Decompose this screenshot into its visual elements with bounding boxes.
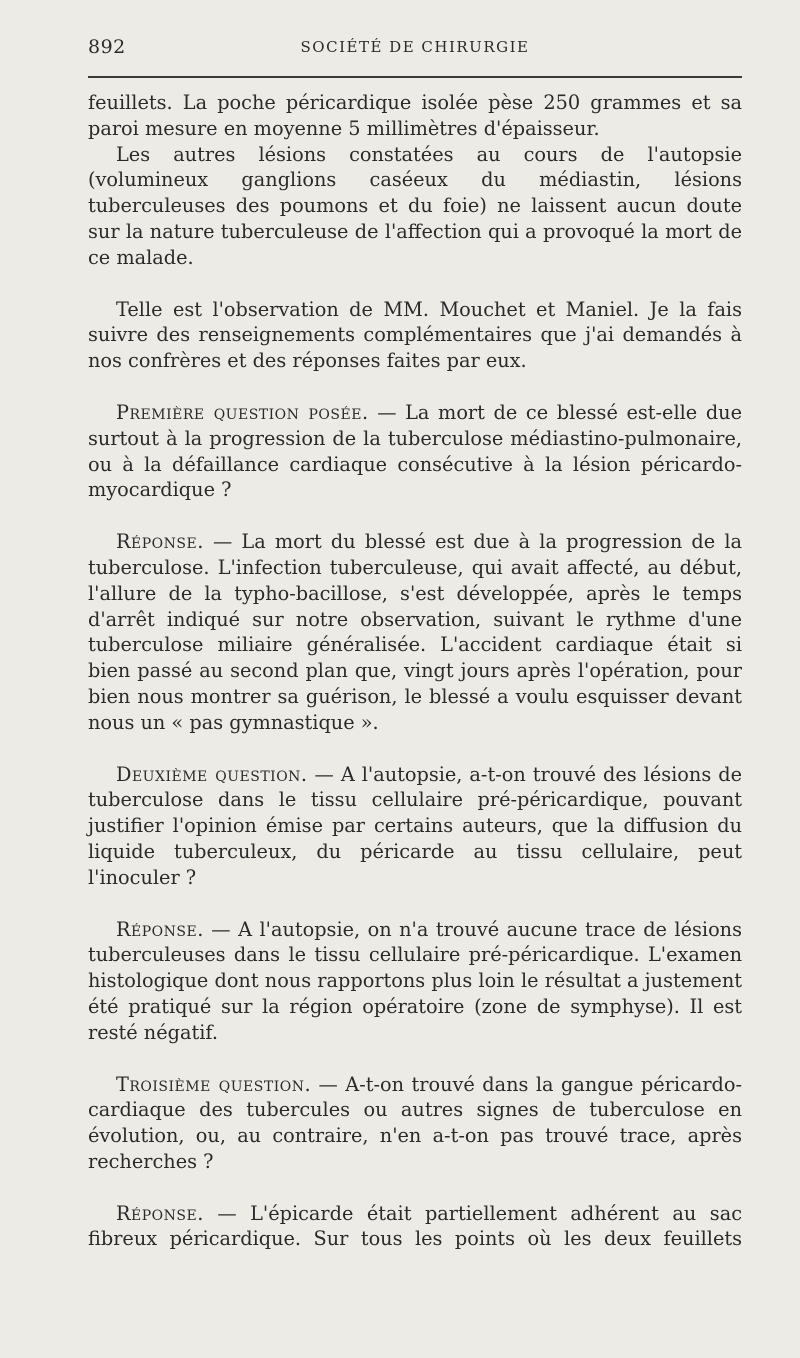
question-3-text: — A-t-on trouvé dans la gangue péricardo-cardiaque des tubercules ou autres signes de tuberculose en évolution, ou, au contraire, n'en a-t-on pas trouvé trace, après recherches ? [88, 1072, 743, 1173]
question-2-lead: Deuxième question. [116, 762, 308, 786]
paragraph-2 [88, 142, 742, 271]
paragraph-3 [88, 297, 742, 374]
header-rule [88, 76, 742, 78]
running-head: SOCIÉTÉ DE CHIRURGIE [300, 38, 530, 56]
page-body [88, 90, 742, 1252]
answer-2 [88, 917, 742, 1046]
paragraph-1-text: feuillets. La poche péricardique isolée pèse 250 grammes et sa paroi mesure en moyenne 5 millimètres d'épaisseur. [88, 91, 742, 140]
page-header [88, 34, 742, 64]
answer-2-lead: Réponse. [116, 917, 204, 941]
question-2-text: — A l'autopsie, a-t-on trouvé des lésions de tuberculose dans le tissu cellulaire pré-péricardique, pouvant justifier l'opinion émise par certains auteurs, que la diffusion du liquide tuberculeux, du péricarde au tissu cellulaire, peut l'inoculer ? [88, 762, 742, 889]
paragraph-1 [88, 90, 742, 142]
answer-3-text: — L'épicarde était partiellement adhérent au sac fibreux péricardique. Sur tous les points où les deux feuillets [88, 1201, 742, 1251]
paragraph-2-text: Les autres lésions constatées au cours de l'autopsie (volumineux ganglions caséeux du médiastin, lésions tuberculeuses des poumons et du foie) ne laissent aucun doute sur la nature tuberculeuse de l'affection qui a provoqué la mort de ce malade. [88, 142, 742, 269]
answer-3 [88, 1201, 742, 1253]
question-1-text: — La mort de ce blessé est-elle due surtout à la progression de la tuberculose médiastino-pulmonaire, ou à la défaillance cardiaque consécutive à la lésion péricardo-myocardique ? [88, 400, 742, 502]
answer-1 [88, 529, 742, 735]
answer-1-text: — La mort du blessé est due à la progression de la tuberculose. L'infection tuberculeuse, qui avait affecté, au début, l'allure de la typho-bacillose, s'est développée, après le temps d'arrêt indiqué sur notre observation, suivant le rythme d'une tuberculose miliaire généralisée. L'accident cardiaque était si bien passé au second plan que, vingt jours après l'opération, pour bien nous montrer sa guérison, le blessé a voulu esquisser devant nous un « pas gymnastique ». [88, 530, 742, 734]
question-3-lead: Troisième question. [116, 1072, 312, 1096]
answer-3-lead: Réponse. [116, 1201, 204, 1225]
question-3 [88, 1072, 742, 1175]
question-1 [88, 400, 742, 503]
answer-1-lead: Réponse. [116, 530, 204, 554]
question-2 [88, 762, 742, 891]
question-1-lead: Première question posée. [116, 400, 369, 424]
page-number: 892 [88, 36, 126, 58]
answer-2-text: — A l'autopsie, on n'a trouvé aucune trace de lésions tuberculeuses dans le tissu cellulaire pré-péricardique. L'examen histologique dont nous rapportons plus loin le résultat a justement été pratiqué sur la région opératoire (zone de symphyse). Il est resté négatif. [88, 917, 742, 1044]
paragraph-3-text: Telle est l'observation de MM. Mouchet et Maniel. Je la fais suivre des renseignements complémentaires que j'ai demandés à nos confrères et des réponses faites par eux. [88, 297, 742, 373]
